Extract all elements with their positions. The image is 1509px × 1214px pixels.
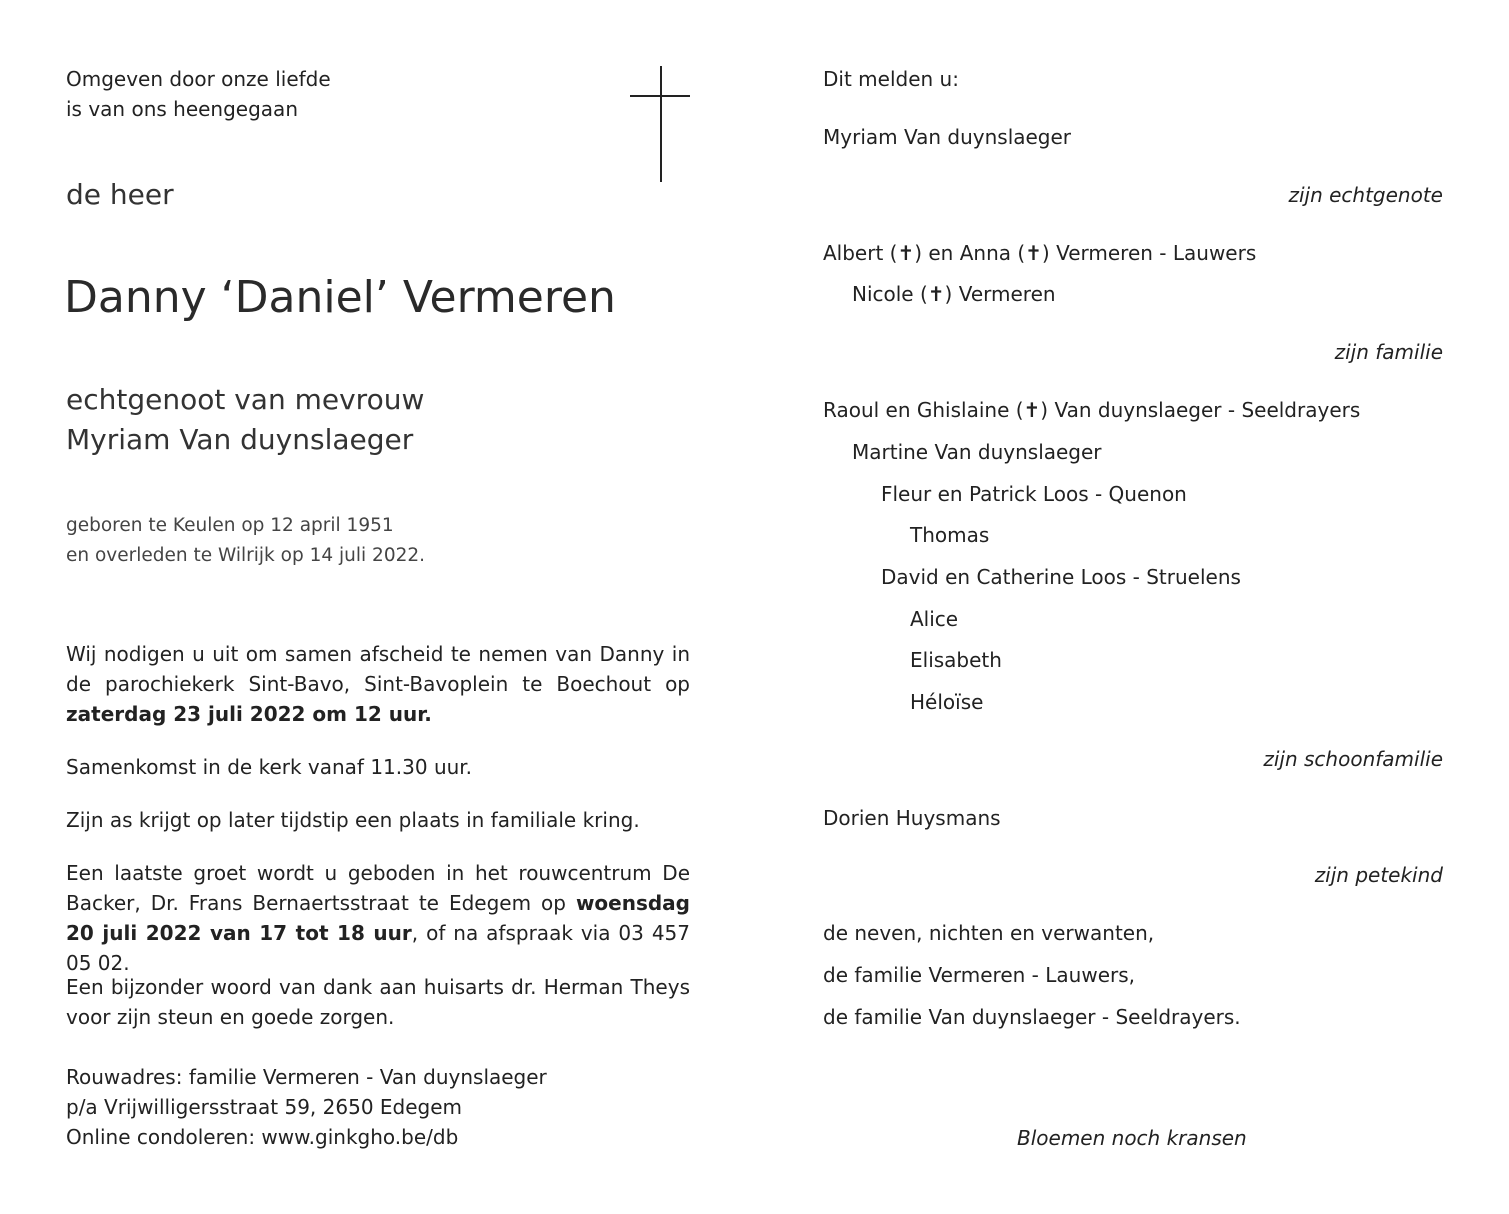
thanks-text: Een bijzonder woord van dank aan huisarts dr. Herman Theys voor zijn steun en goede zorgen. xyxy=(66,975,690,1029)
inlaws-line-2: Martine Van duynslaeger xyxy=(852,440,1102,464)
inlaws-line-6: Alice xyxy=(910,607,959,631)
deceased-name: Danny ‘Daniel’ Vermeren xyxy=(64,272,616,323)
spouse-label: zijn echtgenote xyxy=(1288,183,1443,207)
death-line: en overleden te Wilrijk op 14 juli 2022. xyxy=(66,545,426,566)
relatives-line-1: de neven, nichten en verwanten, xyxy=(823,921,1155,945)
visitation-text: Een laatste groet wordt u geboden in het rouwcentrum De Backer, Dr. Frans Bernaertsstraat te Edegem op woensdag 20 juli 2022 van 17 tot 18 uur, of na afspraak via 03 457 05 02. xyxy=(66,861,690,975)
address-line-1: Rouwadres: familie Vermeren - Van duynslaeger xyxy=(66,1065,547,1089)
spouse-line-2: Myriam Van duynslaeger xyxy=(66,423,414,456)
inlaws-line-8: Héloïse xyxy=(910,690,984,714)
spouse-name: Myriam Van duynslaeger xyxy=(823,125,1072,149)
intro-line-2: is van ons heengegaan xyxy=(66,97,298,121)
family-line-2: Nicole (✝) Vermeren xyxy=(852,282,1056,306)
intro-line-1: Omgeven door onze liefde xyxy=(66,67,331,91)
spouse-line-1: echtgenoot van mevrouw xyxy=(66,383,425,416)
family-label: zijn familie xyxy=(1334,340,1443,364)
godchild-name: Dorien Huysmans xyxy=(823,806,1001,830)
flowers-note: Bloemen noch kransen xyxy=(1017,1126,1247,1150)
relatives-line-3: de familie Van duynslaeger - Seeldrayers. xyxy=(823,1005,1241,1029)
inlaws-label: zijn schoonfamilie xyxy=(1263,747,1443,771)
cross-icon xyxy=(628,66,692,184)
family-line-1: Albert (✝) en Anna (✝) Vermeren - Lauwers xyxy=(823,241,1257,265)
inlaws-line-1: Raoul en Ghislaine (✝) Van duynslaeger - Seeldrayers xyxy=(823,398,1361,422)
relatives-line-2: de familie Vermeren - Lauwers, xyxy=(823,963,1135,987)
announcers-header: Dit melden u: xyxy=(823,67,959,91)
ashes-text: Zijn as krijgt op later tijdstip een plaats in familiale kring. xyxy=(66,808,640,832)
address-line-2: p/a Vrijwilligersstraat 59, 2650 Edegem xyxy=(66,1095,463,1119)
godchild-label: zijn petekind xyxy=(1314,863,1443,887)
visitation-date: woensdag 20 juli 2022 van 17 tot 18 uur xyxy=(66,891,690,945)
condolence-link[interactable]: Online condoleren: www.ginkgho.be/db xyxy=(66,1125,459,1149)
inlaws-line-5: David en Catherine Loos - Struelens xyxy=(881,565,1241,589)
funeral-date: zaterdag 23 juli 2022 om 12 uur. xyxy=(66,702,432,726)
funeral-invitation: Wij nodigen u uit om samen afscheid te nemen van Danny in de parochiekerk Sint-Bavo, Sint-Bavoplein te Boechout op zaterdag 23 juli 2022 om 12 uur. xyxy=(66,642,690,726)
gathering-text: Samenkomst in de kerk vanaf 11.30 uur. xyxy=(66,755,473,779)
honorific: de heer xyxy=(66,178,174,211)
birth-line: geboren te Keulen op 12 april 1951 xyxy=(66,515,394,536)
inlaws-line-3: Fleur en Patrick Loos - Quenon xyxy=(881,482,1187,506)
inlaws-line-7: Elisabeth xyxy=(910,648,1002,672)
inlaws-line-4: Thomas xyxy=(910,523,990,547)
